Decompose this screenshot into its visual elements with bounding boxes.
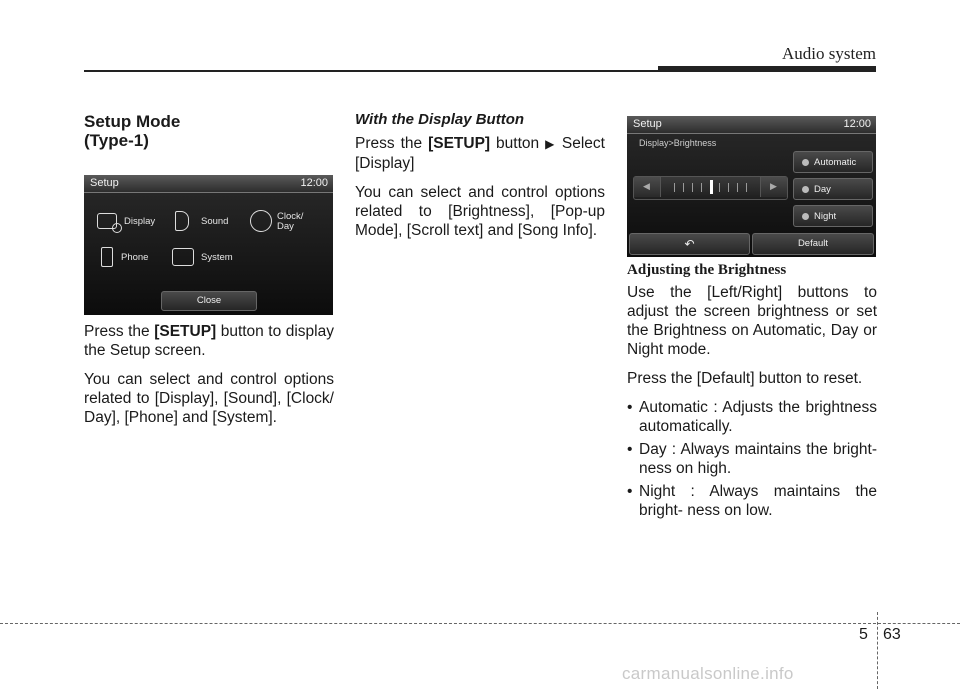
speaker-icon (175, 211, 189, 231)
arrow-right-icon: ▶ (545, 137, 556, 151)
page-number: 63 (883, 626, 901, 643)
section-title-line1: Setup Mode (84, 112, 181, 131)
close-button: Close (161, 291, 257, 311)
col3-title: Adjusting the Brightness (627, 262, 787, 278)
system-icon (172, 248, 194, 266)
brightness-slider (633, 176, 788, 200)
option-day (793, 178, 873, 200)
display-label: Display (124, 216, 156, 227)
brightness-screen-bar (627, 116, 876, 134)
clock-day-line2: Day (277, 221, 294, 232)
brightness-screen-title: Setup (633, 118, 662, 130)
system-label: System (201, 252, 233, 263)
brightness-bullet-list (627, 398, 877, 520)
left-arrow-button (634, 177, 661, 197)
radio-dot-icon (802, 159, 809, 166)
footer-rule-left (0, 623, 876, 624)
slider-thumb (710, 180, 713, 194)
setup-screen-title: Setup (90, 177, 119, 189)
option-day-label: Day (814, 184, 831, 195)
brightness-screen-image (627, 116, 876, 257)
col2-paragraph-1: Press the [SETUP] button ▶ Select [Display] (355, 135, 605, 172)
chevron-right-icon: ▶ (770, 181, 777, 191)
setup-screen-image (84, 175, 333, 315)
chapter-number: 5 (859, 626, 868, 643)
list-item: • Automatic : Adjusts the brightness automatically. (627, 398, 877, 436)
gear-icon (112, 223, 122, 233)
setup-screen-clock: 12:00 (300, 177, 328, 189)
option-night-label: Night (814, 211, 837, 222)
section-title (84, 112, 180, 150)
clock-day-label (277, 212, 303, 232)
chevron-left-icon: ◀ (643, 181, 650, 191)
footer-rule-right (878, 623, 960, 624)
option-automatic (793, 151, 873, 173)
option-night (793, 205, 873, 227)
clock-day-line1: Clock/ (277, 211, 304, 222)
radio-dot-icon (802, 186, 809, 193)
back-button (629, 233, 750, 255)
col1-paragraph-2: You can select and control options related to [Display], [Sound], [Clock/ Day], [Phone] and [System]. (84, 371, 334, 426)
col3-paragraph-1: Use the [Left/Right] buttons to adjust the screen brightness or set the Brightness on Automatic, Day or Night mode. (627, 284, 877, 358)
col3-paragraph-2: Press the [Default] button to reset. (627, 370, 863, 387)
option-automatic-label: Automatic (814, 157, 857, 168)
col2-paragraph-2: You can select and control options related to [Brightness], [Pop-up Mode], [Scroll text] and [Song Info]. (355, 184, 605, 239)
watermark: carmanualsonline.info (622, 664, 794, 683)
phone-icon (101, 247, 113, 267)
clock-icon (250, 210, 272, 232)
sub-title: With the Display Button (355, 111, 525, 128)
section-title-line2: (Type-1) (84, 131, 149, 150)
brightness-screen-clock: 12:00 (843, 118, 871, 130)
sound-label: Sound (201, 216, 229, 227)
phone-label: Phone (121, 252, 149, 263)
header-rule-thick (658, 66, 876, 72)
setup-key: [SETUP] (428, 135, 491, 152)
setup-key: [SETUP] (154, 323, 217, 340)
list-item: • Day : Always maintains the bright- ness on high. (627, 440, 877, 478)
footer-divider (877, 612, 878, 689)
breadcrumb: Display>Brightness (639, 138, 717, 148)
default-button: Default (752, 233, 874, 255)
list-item: • Night : Always maintains the bright- ness on low. (627, 482, 877, 520)
back-arrow-icon: ↶ (684, 237, 695, 251)
page-header-title: Audio system (782, 44, 876, 63)
col1-paragraph-1: Press the [SETUP] button to display the Setup screen. (84, 323, 334, 359)
right-arrow-button (760, 177, 787, 197)
radio-dot-icon (802, 213, 809, 220)
header-rule-thin (84, 70, 660, 72)
setup-screen-bar (84, 175, 333, 193)
